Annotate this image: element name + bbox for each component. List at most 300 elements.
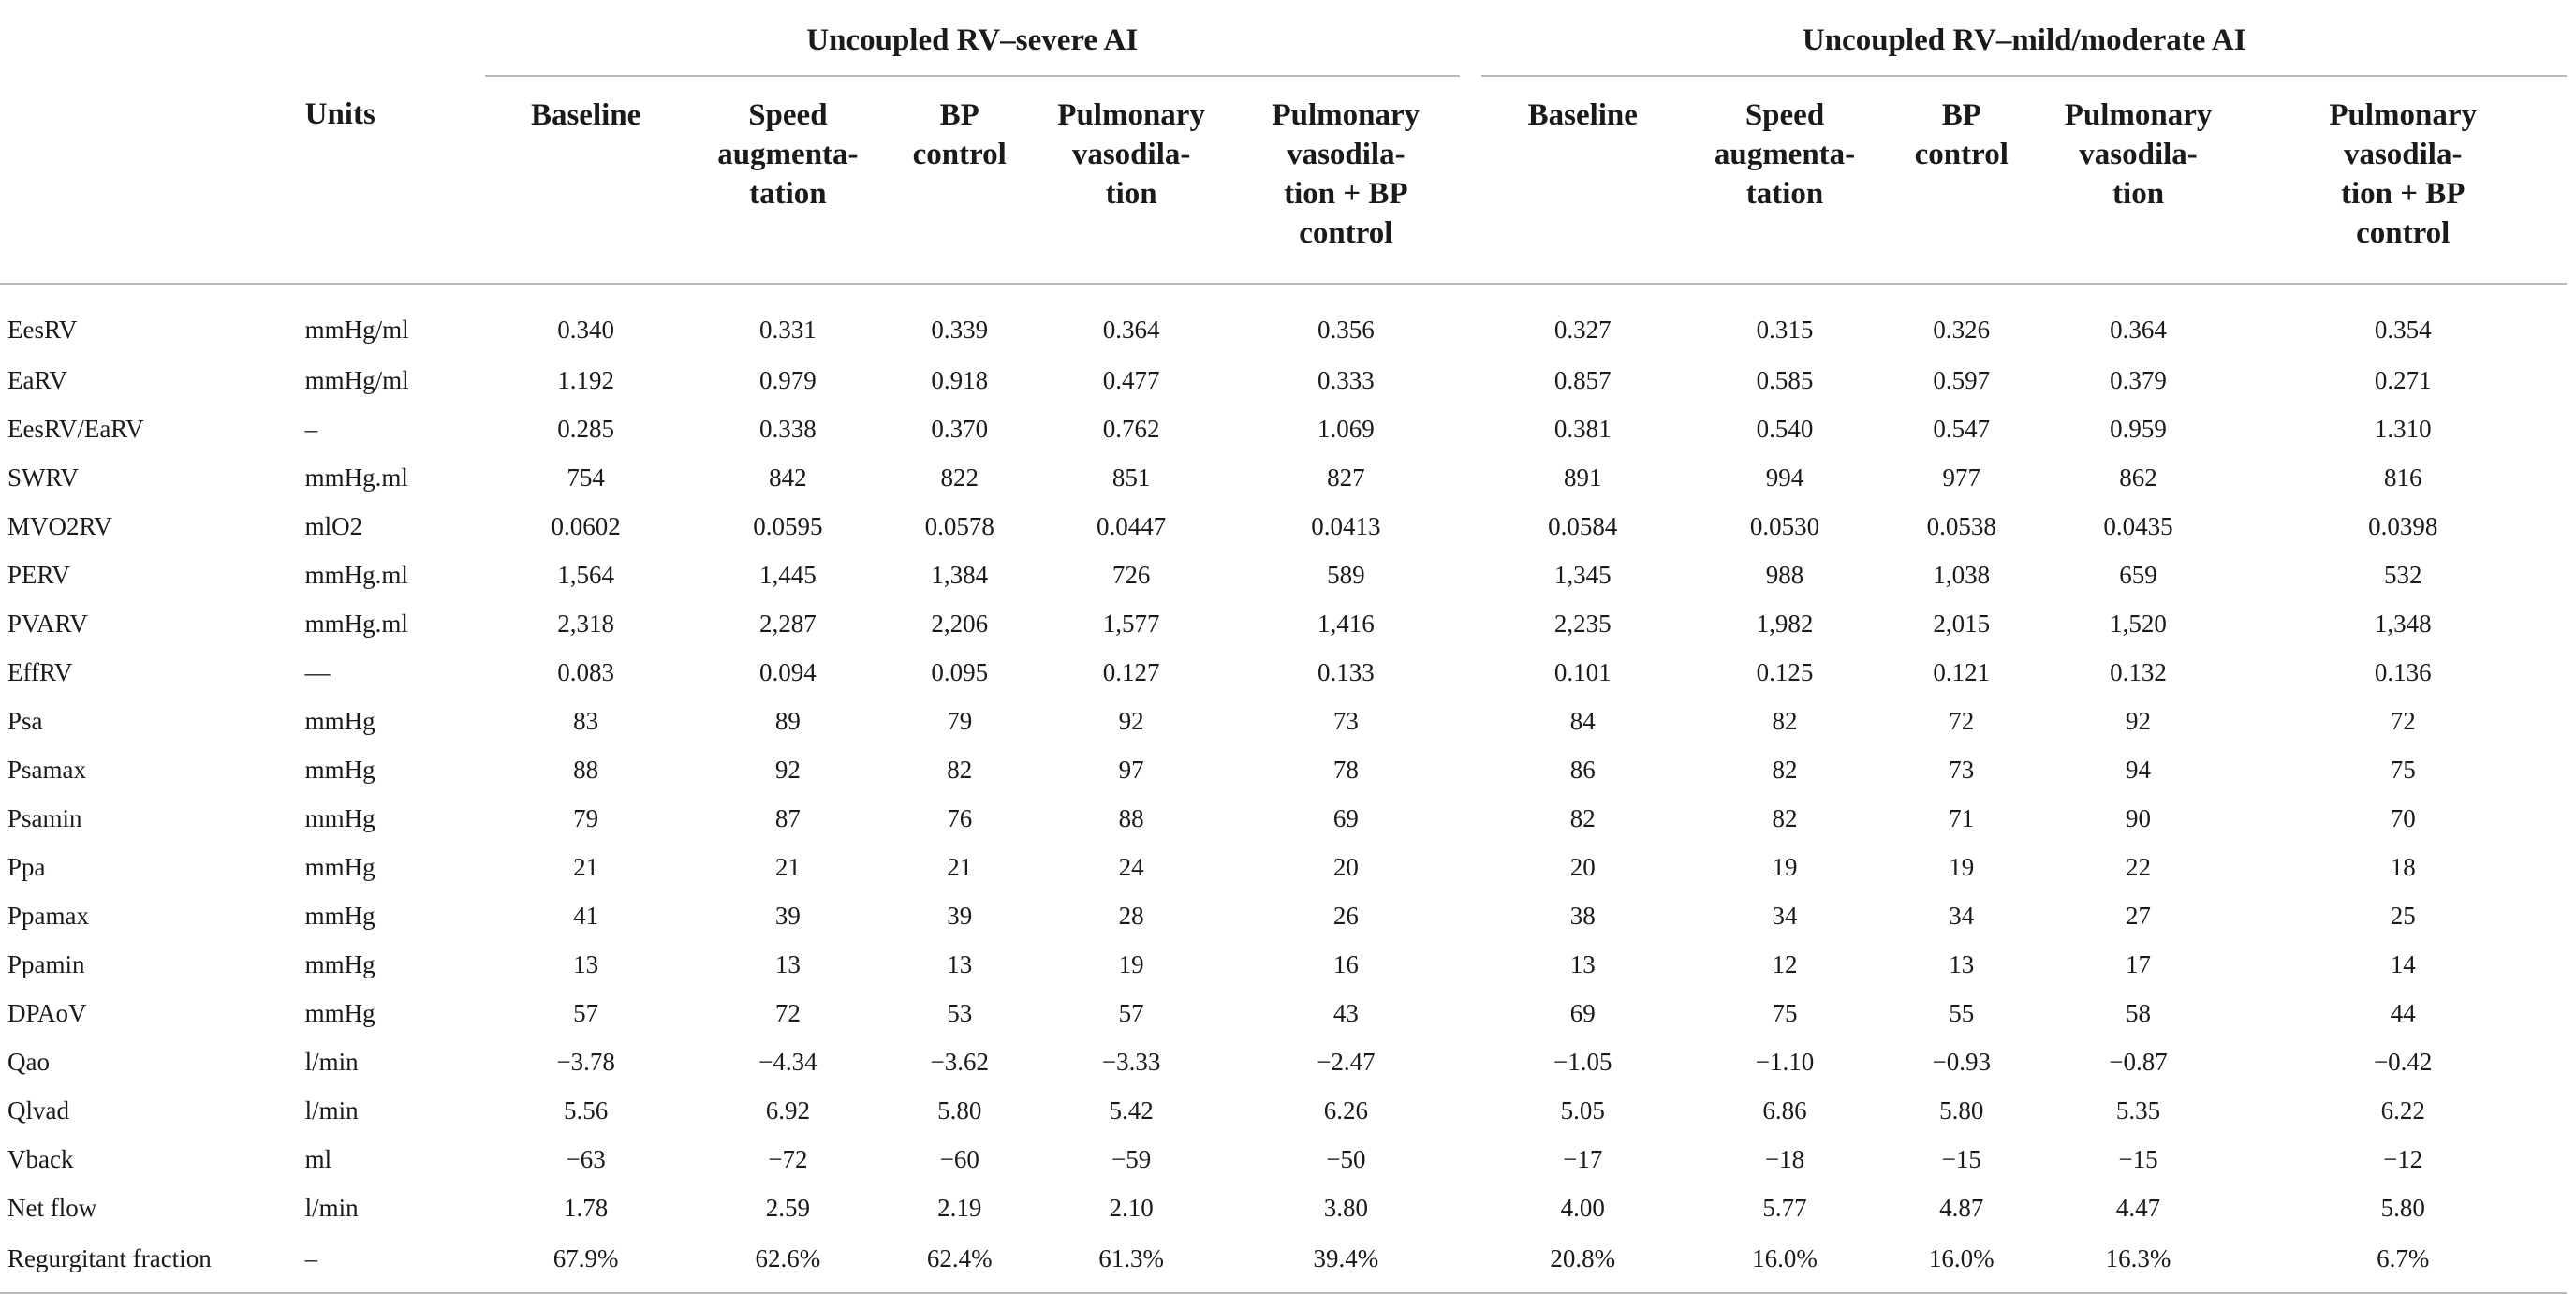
cell-severe: 88 — [573, 755, 599, 784]
cell-severe: 78 — [1332, 755, 1359, 784]
cell-mild: 5.05 — [1560, 1095, 1605, 1125]
cell-mild: 0.327 — [1553, 315, 1612, 344]
cell-mild: 0.540 — [1756, 414, 1814, 443]
cell-severe: 1.78 — [564, 1193, 609, 1222]
cell-severe: 726 — [1111, 560, 1151, 589]
cell-severe: 0.0595 — [753, 511, 823, 540]
row-parameter: Psamin — [7, 803, 82, 832]
cell-severe: 19 — [1118, 949, 1144, 978]
row-gap — [1460, 843, 1482, 891]
row-unit: mmHg/ml — [304, 315, 409, 344]
cell-mild: 69 — [1569, 998, 1596, 1027]
row-gap — [1460, 453, 1482, 502]
row-unit: – — [303, 1232, 485, 1293]
cell-mild: 0.0530 — [1749, 511, 1820, 540]
cell-severe: 851 — [1111, 463, 1151, 492]
cell-severe: 2,206 — [931, 609, 989, 638]
cell-mild: 84 — [1569, 706, 1596, 735]
cell-mild: 0.0398 — [2368, 511, 2438, 540]
cell-severe: 13 — [947, 949, 973, 978]
cell-severe: −60 — [939, 1144, 979, 1173]
cell-severe: 0.127 — [1102, 657, 1160, 686]
cell-severe: 0.083 — [557, 657, 614, 686]
cell-severe: 0.0578 — [924, 511, 994, 540]
group-header-row — [0, 0, 2567, 76]
cell-mild: 27 — [2126, 901, 2152, 930]
cell-severe: 92 — [774, 755, 801, 784]
cell-mild: 994 — [1765, 463, 1804, 492]
column-header-line: Pulmonary — [2329, 98, 2478, 132]
cell-mild: 5.80 — [2380, 1193, 2425, 1222]
cell-mild: −0.93 — [1932, 1047, 1992, 1076]
cell-severe: 69 — [1332, 803, 1359, 832]
row-parameter: Qao — [7, 1047, 50, 1076]
column-header-line: BP — [939, 98, 979, 132]
cell-mild: 1.310 — [2374, 414, 2432, 443]
cell-mild: 4.87 — [1939, 1193, 1984, 1222]
cell-severe: 0.979 — [758, 365, 817, 394]
row-parameter: Psamax — [7, 755, 86, 784]
cell-severe: 0.370 — [931, 414, 989, 443]
column-header-line: Speed — [1744, 98, 1825, 132]
cell-severe: −72 — [768, 1144, 808, 1173]
cell-severe: −63 — [566, 1144, 606, 1173]
cell-mild: 0.101 — [1553, 657, 1612, 686]
cell-severe: 0.762 — [1102, 414, 1160, 443]
column-header-line: vasodila- — [1071, 138, 1191, 171]
cell-severe: 589 — [1327, 560, 1365, 589]
table-row — [0, 453, 2567, 502]
cell-mild: 1,345 — [1553, 560, 1612, 589]
cell-severe: 62.4% — [889, 1232, 1030, 1293]
cell-mild: 58 — [2126, 998, 2152, 1027]
cell-severe: −4.34 — [758, 1047, 817, 1076]
cell-mild: 0.959 — [2110, 414, 2167, 443]
cell-mild: 0.0435 — [2103, 511, 2173, 540]
cell-severe: 1,416 — [1317, 609, 1375, 638]
row-gap — [1460, 599, 1482, 648]
table-row — [0, 284, 2567, 356]
cell-severe: 0.340 — [557, 315, 614, 344]
row-parameter: Vback — [7, 1144, 74, 1173]
column-header-mild-0 — [1481, 76, 1684, 284]
cell-severe: 2,287 — [758, 609, 817, 638]
cell-severe: 73 — [1332, 706, 1359, 735]
cell-severe: −59 — [1111, 1144, 1152, 1173]
table-row — [0, 648, 2567, 697]
cell-mild: 82 — [1772, 803, 1798, 832]
cell-mild: 4.00 — [1560, 1193, 1605, 1222]
column-header-severe-4 — [1232, 76, 1460, 284]
cell-mild: 6.7% — [2239, 1232, 2567, 1293]
parameter-header — [0, 76, 303, 284]
group-header-severe: Uncoupled RV–severe AI — [485, 0, 1460, 76]
cell-mild: 5.80 — [1939, 1095, 1984, 1125]
column-header-line: control — [1914, 138, 2009, 171]
cell-severe: 0.133 — [1317, 657, 1375, 686]
cell-severe: 5.56 — [564, 1095, 609, 1125]
cell-mild: 2,235 — [1553, 609, 1612, 638]
table-row — [0, 1086, 2567, 1135]
row-gap — [1460, 648, 1482, 697]
cell-mild: 0.379 — [2110, 365, 2167, 394]
cell-severe: 5.42 — [1109, 1095, 1154, 1125]
column-header-line: vasodila- — [2079, 138, 2198, 171]
cell-mild: 988 — [1765, 560, 1804, 589]
row-unit: mmHg.ml — [304, 463, 408, 492]
row-gap — [1460, 794, 1482, 843]
row-parameter: Ppamin — [7, 949, 85, 978]
cell-mild: 82 — [1772, 706, 1798, 735]
row-parameter: EffRV — [7, 657, 73, 686]
column-header-gap — [1460, 76, 1482, 284]
cell-severe: −3.33 — [1101, 1047, 1161, 1076]
cell-severe: −3.78 — [556, 1047, 615, 1076]
row-gap — [1460, 697, 1482, 745]
row-parameter: Net flow — [7, 1193, 97, 1222]
group-header-gap — [1460, 0, 1482, 76]
cell-severe: 0.331 — [758, 315, 817, 344]
cell-mild: 6.86 — [1762, 1095, 1807, 1125]
column-header-mild-1 — [1684, 76, 1886, 284]
cell-mild: 75 — [1772, 998, 1798, 1027]
column-header-line: Pulmonary — [2064, 98, 2213, 132]
cell-mild: 0.381 — [1553, 414, 1612, 443]
cell-severe: 87 — [774, 803, 801, 832]
cell-severe: 6.26 — [1323, 1095, 1368, 1125]
cell-mild: 16.0% — [1684, 1232, 1886, 1293]
cell-severe: 24 — [1118, 852, 1144, 881]
cell-mild: 0.121 — [1933, 657, 1991, 686]
cell-mild: 891 — [1564, 463, 1602, 492]
column-header-line: tation — [749, 177, 827, 211]
table-row — [0, 697, 2567, 745]
cell-mild: 0.585 — [1756, 365, 1814, 394]
row-gap — [1460, 1135, 1482, 1184]
cell-severe: 1,445 — [758, 560, 817, 589]
cell-severe: 43 — [1332, 998, 1359, 1027]
row-parameter: Regurgitant fraction — [0, 1232, 303, 1293]
cell-mild: 14 — [2390, 949, 2416, 978]
cell-severe: 2.10 — [1109, 1193, 1154, 1222]
table-row — [0, 940, 2567, 989]
row-parameter: EesRV/EaRV — [7, 414, 144, 443]
table-row — [0, 502, 2567, 551]
cell-mild: 0.0584 — [1548, 511, 1618, 540]
cell-severe: 97 — [1118, 755, 1144, 784]
cell-mild: 0.271 — [2374, 365, 2432, 394]
cell-severe: 5.80 — [937, 1095, 982, 1125]
row-parameter: Ppamax — [7, 901, 89, 930]
table-row — [0, 1037, 2567, 1086]
cell-mild: 0.547 — [1933, 414, 1991, 443]
cell-severe: −50 — [1326, 1144, 1366, 1173]
cell-severe: 13 — [774, 949, 801, 978]
cell-mild: 70 — [2390, 803, 2416, 832]
column-header-line: vasodila- — [2343, 138, 2463, 171]
cell-severe: 28 — [1118, 901, 1144, 930]
column-header-line: Baseline — [530, 98, 641, 132]
cell-mild: 75 — [2390, 755, 2416, 784]
column-header-line: control — [912, 138, 1007, 171]
cell-severe: 0.0602 — [551, 511, 621, 540]
column-header-line: Speed — [748, 98, 828, 132]
cell-severe: 0.0447 — [1096, 511, 1167, 540]
row-gap — [1460, 1086, 1482, 1135]
cell-severe: 92 — [1118, 706, 1144, 735]
cell-mild: 90 — [2126, 803, 2152, 832]
row-unit: mlO2 — [304, 511, 363, 540]
table-row — [0, 843, 2567, 891]
column-header-line: control — [2356, 216, 2451, 250]
cell-severe: 0.477 — [1102, 365, 1160, 394]
cell-mild: 82 — [1772, 755, 1798, 784]
row-unit: mmHg — [304, 901, 375, 930]
cell-severe: 61.3% — [1030, 1232, 1232, 1293]
cell-mild: 816 — [2383, 463, 2422, 492]
cell-severe: 21 — [573, 852, 599, 881]
cell-severe: 21 — [774, 852, 801, 881]
group-header-mild: Uncoupled RV–mild/moderate AI — [1481, 0, 2567, 76]
cell-severe: 1.069 — [1317, 414, 1375, 443]
cell-mild: 17 — [2126, 949, 2152, 978]
column-header-line: tion — [2112, 177, 2165, 211]
table-row — [0, 891, 2567, 940]
row-parameter: SWRV — [7, 463, 79, 492]
cell-mild: 94 — [2126, 755, 2152, 784]
column-header-line: Pulmonary — [1057, 98, 1205, 132]
row-gap — [1460, 551, 1482, 599]
cell-severe: 53 — [947, 998, 973, 1027]
column-header-line: BP — [1941, 98, 1981, 132]
cell-severe: 1.192 — [557, 365, 614, 394]
cell-severe: 39.4% — [1232, 1232, 1460, 1293]
column-header-line: augmenta- — [717, 138, 859, 171]
cell-severe: 88 — [1118, 803, 1144, 832]
cell-mild: −17 — [1563, 1144, 1603, 1173]
column-header-row — [0, 76, 2567, 284]
column-header-line: tation — [1745, 177, 1824, 211]
table-row — [0, 1184, 2567, 1232]
table-body — [0, 284, 2567, 1293]
cell-severe: 83 — [573, 706, 599, 735]
cell-severe: 67.9% — [485, 1232, 687, 1293]
cell-severe: 2.59 — [765, 1193, 810, 1222]
cell-severe: 1,577 — [1102, 609, 1160, 638]
cell-severe: 822 — [940, 463, 979, 492]
cell-mild: 532 — [2383, 560, 2422, 589]
row-unit: mmHg — [304, 852, 375, 881]
cell-mild: 0.132 — [2110, 657, 2167, 686]
table-row — [0, 599, 2567, 648]
row-gap — [1460, 356, 1482, 404]
cell-severe: 76 — [947, 803, 973, 832]
cell-severe: 1,384 — [931, 560, 989, 589]
cell-severe: 79 — [573, 803, 599, 832]
cell-mild: 0.857 — [1553, 365, 1612, 394]
cell-mild: 12 — [1772, 949, 1798, 978]
row-unit: — — [304, 657, 331, 686]
cell-mild: 44 — [2390, 998, 2416, 1027]
cell-severe: 0.339 — [931, 315, 989, 344]
column-header-line: Pulmonary — [1272, 98, 1420, 132]
cell-mild: 25 — [2390, 901, 2416, 930]
cell-mild: 34 — [1949, 901, 1975, 930]
table-row — [0, 745, 2567, 794]
cell-mild: −15 — [2118, 1144, 2158, 1173]
cell-mild: 19 — [1772, 852, 1798, 881]
cell-severe: 72 — [774, 998, 801, 1027]
row-unit: mmHg — [304, 949, 375, 978]
row-parameter: DPAoV — [7, 998, 87, 1027]
row-parameter: MVO2RV — [7, 511, 112, 540]
cell-mild: 38 — [1569, 901, 1596, 930]
cell-severe: 39 — [774, 901, 801, 930]
row-unit: l/min — [304, 1095, 359, 1125]
cell-mild: 72 — [1949, 706, 1975, 735]
cell-mild: 1,982 — [1756, 609, 1814, 638]
cell-mild: 82 — [1569, 803, 1596, 832]
column-header-line: tion + BP — [2340, 177, 2466, 211]
cell-mild: 2,015 — [1933, 609, 1991, 638]
cell-severe: 3.80 — [1323, 1193, 1368, 1222]
cell-severe: 6.92 — [765, 1095, 810, 1125]
cell-severe: 0.285 — [557, 414, 614, 443]
cell-mild: 86 — [1569, 755, 1596, 784]
cell-mild: 20 — [1569, 852, 1596, 881]
group-header-spacer — [0, 0, 485, 76]
row-parameter: Qlvad — [7, 1095, 69, 1125]
cell-severe: −3.62 — [930, 1047, 989, 1076]
cell-severe: 0.338 — [758, 414, 817, 443]
cell-mild: 6.22 — [2380, 1095, 2425, 1125]
cell-mild: −1.05 — [1553, 1047, 1612, 1076]
column-header-severe-0 — [485, 76, 687, 284]
table-row — [0, 989, 2567, 1037]
row-parameter: EaRV — [7, 365, 67, 394]
cell-severe: 827 — [1327, 463, 1365, 492]
cell-mild: 73 — [1949, 755, 1975, 784]
row-parameter: PERV — [7, 560, 70, 589]
cell-mild: −12 — [2383, 1144, 2423, 1173]
cell-severe: 79 — [947, 706, 973, 735]
cell-mild: −0.87 — [2109, 1047, 2168, 1076]
row-gap — [1460, 989, 1482, 1037]
row-gap — [1460, 1232, 1482, 1293]
cell-severe: 89 — [774, 706, 801, 735]
cell-mild: 19 — [1949, 852, 1975, 881]
table-row — [0, 1232, 2567, 1293]
column-header-mild-3 — [2038, 76, 2240, 284]
row-unit: – — [304, 414, 318, 443]
row-gap — [1460, 891, 1482, 940]
row-unit: ml — [304, 1144, 332, 1173]
row-unit: mmHg.ml — [304, 560, 408, 589]
cell-mild: 18 — [2390, 852, 2416, 881]
cell-severe: 57 — [1118, 998, 1144, 1027]
column-header-line: Baseline — [1527, 98, 1638, 132]
cell-mild: 5.77 — [1762, 1193, 1807, 1222]
row-gap — [1460, 502, 1482, 551]
cell-mild: 13 — [1949, 949, 1975, 978]
cell-severe: 0.364 — [1102, 315, 1160, 344]
cell-mild: 22 — [2126, 852, 2152, 881]
cell-mild: 0.0538 — [1926, 511, 1996, 540]
cell-mild: 0.315 — [1756, 315, 1814, 344]
column-header-line: vasodila- — [1287, 138, 1406, 171]
row-unit: mmHg — [304, 803, 375, 832]
cell-severe: 82 — [947, 755, 973, 784]
column-header-severe-3 — [1030, 76, 1232, 284]
table-row — [0, 1135, 2567, 1184]
cell-severe: 754 — [567, 463, 605, 492]
cell-mild: −1.10 — [1755, 1047, 1815, 1076]
cell-mild: 55 — [1949, 998, 1975, 1027]
cell-severe: 16 — [1332, 949, 1359, 978]
column-header-line: augmenta- — [1714, 138, 1856, 171]
cell-severe: 0.918 — [931, 365, 989, 394]
cell-mild: 1,520 — [2110, 609, 2167, 638]
cell-severe: 62.6% — [687, 1232, 890, 1293]
cell-mild: 862 — [2119, 463, 2157, 492]
row-unit: mmHg — [304, 998, 375, 1027]
cell-severe: 0.094 — [758, 657, 817, 686]
column-header-line: control — [1299, 216, 1393, 250]
cell-mild: 16.3% — [2038, 1232, 2240, 1293]
row-parameter: EesRV — [7, 315, 78, 344]
cell-mild: 71 — [1949, 803, 1975, 832]
cell-severe: 41 — [573, 901, 599, 930]
cell-severe: 26 — [1332, 901, 1359, 930]
cell-mild: 0.354 — [2374, 315, 2432, 344]
table-row — [0, 794, 2567, 843]
cell-mild: 0.597 — [1933, 365, 1991, 394]
cell-severe: 21 — [947, 852, 973, 881]
column-header-mild-4 — [2239, 76, 2567, 284]
row-gap — [1460, 404, 1482, 453]
cell-mild: 34 — [1772, 901, 1798, 930]
row-gap — [1460, 1184, 1482, 1232]
column-header-mild-2 — [1886, 76, 2038, 284]
cell-mild: 0.136 — [2374, 657, 2432, 686]
cell-mild: 5.35 — [2115, 1095, 2161, 1125]
row-unit: mmHg.ml — [304, 609, 408, 638]
cell-mild: 16.0% — [1886, 1232, 2038, 1293]
cell-severe: −2.47 — [1317, 1047, 1376, 1076]
cell-mild: 4.47 — [2115, 1193, 2161, 1222]
cell-mild: 659 — [2119, 560, 2157, 589]
table-row — [0, 551, 2567, 599]
cell-severe: 2,318 — [557, 609, 614, 638]
cell-mild: 72 — [2390, 706, 2416, 735]
row-unit: l/min — [304, 1193, 359, 1222]
row-unit: l/min — [304, 1047, 359, 1076]
row-gap — [1460, 745, 1482, 794]
cell-severe: 13 — [573, 949, 599, 978]
cell-severe: 1,564 — [557, 560, 614, 589]
cell-severe: 0.0413 — [1311, 511, 1381, 540]
cell-severe: 0.095 — [931, 657, 989, 686]
cell-mild: 0.326 — [1933, 315, 1991, 344]
row-gap — [1460, 1037, 1482, 1086]
cell-severe: 20 — [1332, 852, 1359, 881]
cell-severe: 842 — [769, 463, 807, 492]
cell-mild: 1,348 — [2374, 609, 2432, 638]
row-gap — [1460, 284, 1482, 356]
cell-severe: 39 — [947, 901, 973, 930]
table-row — [0, 356, 2567, 404]
column-header-line: tion + BP — [1284, 177, 1408, 211]
